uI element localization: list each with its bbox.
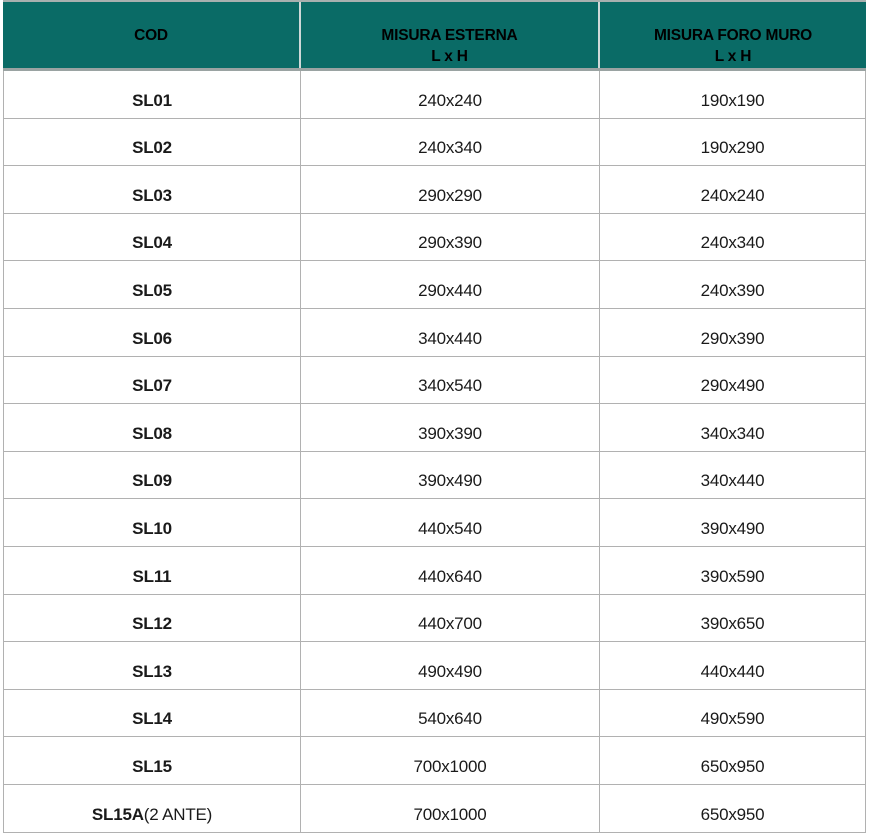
misura-esterna-cell: 340x440 bbox=[301, 309, 600, 356]
misura-esterna-cell: 240x340 bbox=[301, 119, 600, 166]
misura-esterna-cell: 440x540 bbox=[301, 499, 600, 546]
misura-esterna-cell: 240x240 bbox=[301, 71, 600, 118]
measurements-table bbox=[3, 0, 866, 833]
table-row bbox=[4, 119, 865, 167]
cod-cell bbox=[4, 309, 301, 356]
table-row bbox=[4, 166, 865, 214]
cod-cell bbox=[4, 166, 301, 213]
misura-esterna-cell: 390x490 bbox=[301, 452, 600, 499]
cod-cell bbox=[4, 71, 301, 118]
misura-esterna-cell: 290x390 bbox=[301, 214, 600, 261]
misura-foro-cell: 290x390 bbox=[700, 328, 765, 348]
cod-cell bbox=[4, 357, 301, 404]
cod-value: SL03 bbox=[132, 185, 172, 205]
cod-value: SL08 bbox=[132, 423, 172, 443]
cod-value: SL15A bbox=[91, 804, 144, 824]
table-row bbox=[4, 357, 865, 405]
misura-esterna-cell: 490x490 bbox=[301, 642, 600, 689]
table-row bbox=[4, 642, 865, 690]
header-misura-foro-muro-subtitle: L x H bbox=[714, 48, 752, 65]
header-misura-esterna-title: MISURA ESTERNA bbox=[381, 27, 518, 44]
header-cell-misura-esterna bbox=[301, 2, 600, 68]
misura-esterna-cell: 440x700 bbox=[301, 595, 600, 642]
misura-foro-cell: 240x390 bbox=[700, 280, 765, 300]
misura-foro-cell: 240x240 bbox=[700, 185, 765, 205]
cod-value: SL12 bbox=[132, 614, 172, 634]
misura-foro-cell: 390x490 bbox=[700, 518, 765, 538]
header-cod-subtitle bbox=[3, 46, 299, 67]
cod-cell bbox=[4, 214, 301, 261]
cod-cell bbox=[4, 785, 301, 832]
cod-value: SL11 bbox=[132, 566, 172, 586]
table-row bbox=[4, 404, 865, 452]
misura-esterna-cell: 390x390 bbox=[301, 404, 600, 451]
misura-esterna-cell: 290x290 bbox=[301, 166, 600, 213]
misura-foro-cell: 240x340 bbox=[700, 233, 765, 253]
header-cod-title: COD bbox=[134, 27, 168, 44]
misura-esterna-cell: 700x1000 bbox=[301, 785, 600, 832]
table-row bbox=[4, 309, 865, 357]
cod-value: SL02 bbox=[132, 138, 172, 158]
header-misura-foro-muro-title: MISURA FORO MURO bbox=[653, 27, 813, 44]
table-body bbox=[3, 71, 866, 833]
misura-esterna-cell: 440x640 bbox=[301, 547, 600, 594]
table-row bbox=[4, 214, 865, 262]
cod-cell bbox=[4, 595, 301, 642]
table-row bbox=[4, 737, 865, 785]
cod-value: SL06 bbox=[132, 328, 172, 348]
cod-value: SL05 bbox=[132, 280, 172, 300]
table-row bbox=[4, 547, 865, 595]
table-row bbox=[4, 690, 865, 738]
cod-value: SL14 bbox=[132, 709, 172, 729]
cod-value: SL15 bbox=[132, 756, 172, 776]
cod-cell bbox=[4, 547, 301, 594]
cod-value: SL09 bbox=[132, 471, 172, 491]
misura-foro-cell: 390x590 bbox=[700, 566, 765, 586]
cod-cell bbox=[4, 452, 301, 499]
table-header bbox=[3, 0, 866, 71]
table-row bbox=[4, 261, 865, 309]
table-row bbox=[4, 785, 865, 833]
misura-foro-cell: 190x190 bbox=[700, 90, 765, 110]
cod-cell bbox=[4, 737, 301, 784]
misura-esterna-cell: 290x440 bbox=[301, 261, 600, 308]
cod-value: SL07 bbox=[132, 376, 172, 396]
misura-esterna-cell: 340x540 bbox=[301, 357, 600, 404]
misura-esterna-cell: 540x640 bbox=[301, 690, 600, 737]
misura-foro-cell: 440x440 bbox=[700, 661, 765, 681]
misura-foro-cell: 390x650 bbox=[700, 614, 765, 634]
cod-cell bbox=[4, 404, 301, 451]
cod-cell bbox=[4, 690, 301, 737]
cod-cell bbox=[4, 261, 301, 308]
misura-esterna-cell: 700x1000 bbox=[301, 737, 600, 784]
misura-foro-cell: 490x590 bbox=[700, 709, 765, 729]
table-row bbox=[4, 452, 865, 500]
cod-value: SL10 bbox=[132, 518, 172, 538]
cod-cell bbox=[4, 119, 301, 166]
header-misura-esterna-subtitle: L x H bbox=[431, 48, 468, 65]
table-row bbox=[4, 71, 865, 119]
misura-foro-cell: 290x490 bbox=[700, 376, 765, 396]
cod-cell bbox=[4, 499, 301, 546]
misura-foro-cell: 650x950 bbox=[700, 804, 765, 824]
cod-suffix: (2 ANTE) bbox=[143, 804, 213, 824]
cod-cell bbox=[4, 642, 301, 689]
misura-foro-cell: 190x290 bbox=[700, 138, 765, 158]
header-cell-misura-foro-muro bbox=[600, 2, 866, 68]
misura-foro-cell: 340x440 bbox=[700, 471, 765, 491]
misura-foro-cell: 340x340 bbox=[700, 423, 765, 443]
cod-value: SL01 bbox=[132, 90, 172, 110]
table-row bbox=[4, 595, 865, 643]
cod-value: SL13 bbox=[132, 661, 172, 681]
cod-value: SL04 bbox=[132, 233, 172, 253]
header-cell-cod bbox=[3, 2, 301, 68]
table-row bbox=[4, 499, 865, 547]
misura-foro-cell: 650x950 bbox=[700, 756, 765, 776]
